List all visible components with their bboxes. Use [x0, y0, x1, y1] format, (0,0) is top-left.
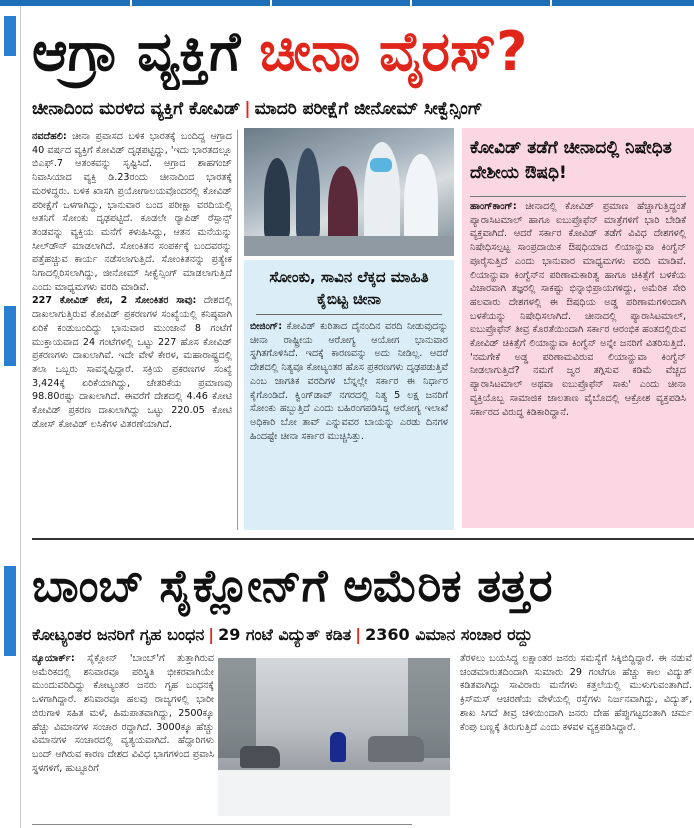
headline-agra: ಆಗ್ರಾ ವ್ಯಕ್ತಿಗೆ ಚೀನಾ ವೈರಸ್? [32, 20, 528, 83]
column-rule [237, 130, 238, 530]
article-agra-body: ನವದೆಹಲಿ: ಚೀನಾ ಪ್ರವಾಸದ ಬಳಿಕ ಭಾರತಕ್ಕೆ ಬಂದಿದ್ದ ಆಗ್ರಾದ 40 ವರ್ಷದ ವ್ಯಕ್ತಿಗೆ ಕೋವಿಡ್ ದೃಢಪಟ್ಟಿದ್ದು, 'ಇದು ಭಾರತದಲ್ಲೂ ಬಿಎಫ್.7 ಆತಂಕವನ್ನು ಸೃಷ್ಟಿಸಿದೆ. ಆಗ್ರಾದ ಶಾಹಗಂಜ್ ನಿವಾಸಿಯಾದ ವ್ಯಕ್ತಿ ಡಿ.23ರಂದು ಚೀನಾದಿಂದ ಭಾರತಕ್ಕೆ ಮರಳಿದ್ದರು. ಬಳಿಕ ಖಾಸಗಿ ಪ್ರಯೋಗಾಲಯವೊಂದರಲ್ಲಿ ಕೋವಿಡ್ ಪರೀಕ್ಷೆಗೆ ಒಳಗಾಗಿದ್ದು, ಭಾನುವಾರ ಬಂದ ಪರೀಕ್ಷಾ ವರದಿಯಲ್ಲಿ ಆತನಿಗೆ ಸೋಂಕು ದೃಢಪಟ್ಟಿದೆ. ಕೂಡಲೇ ರ‍್ಯಾಪಿಡ್ ರೆಸ್ಪಾನ್ಸ್ ತಂಡವನ್ನು ವ್ಯಕ್ತಿಯ ಮನೆಗೆ ಕಳುಹಿಸಿದ್ದು, ಆತನ ಮನೆಯನ್ನು ಸೀಲ್‌ಡೌನ್ ಮಾಡಲಾಗಿದೆ. ಸೋಂಕಿತನ ಸಂಪರ್ಕಕ್ಕೆ ಬಂದವರನ್ನು ಪತ್ತೆಹಚ್ಚುವ ಕಾರ್ಯ ನಡೆಸಲಾಗುತ್ತಿದೆ. ಸೋಂಕಿತನನ್ನು ಪ್ರತ್ಯೇಕ ನಿಗಾದಲ್ಲಿರಿಸಲಾಗಿದ್ದು, ಜೀನೋಮ್ ಸೀಕ್ವೆನ್ಸಿಂಗ್ ಮಾಡಲಾಗುತ್ತಿದೆ ಎಂದು ಮಾಧ್ಯಮಗಳು ವರದಿ ಮಾಡಿವೆ. 227 ಕೋವಿಡ್ ಕೇಸ, 2 ಸೋಂಕಿತರ ಸಾವು: ದೇಶದಲ್ಲಿ ದಾಖಲಾಗುತ್ತಿರುವ ಕೋವಿಡ್ ಪ್ರಕರಣಗಳ ಸಂಖ್ಯೆಯಲ್ಲಿ ಕನಿಷ್ಠವಾಗಿ ಏರಿಕೆ ಕಂಡುಬಂದಿದ್ದು ಭಾನುವಾರ ಮುಂಜಾನೆ 8 ಗಂಟೆಗೆ ಮುಕ್ತಾಯವಾದ 24 ಗಂಟೆಗಳಲ್ಲಿ ಒಟ್ಟು 227 ಹೊಸ ಕೋವಿಡ್ ಪ್ರಕರಣಗಳು ದಾಖಲಾಗಿವೆ. ಇದೇ ವೇಳೆ ಕೇರಳ, ಮಹಾರಾಷ್ಟ್ರದಲ್ಲಿ ತಲಾ ಒಬ್ಬರು ಸಾವನ್ನಪ್ಪಿದ್ದಾರೆ. ಸಕ್ರಿಯ ಪ್ರಕರಣಗಳ ಸಂಖ್ಯೆ 3,424ಕ್ಕೆ ಏರಿಕೆಯಾಗಿದ್ದು, ಚೇತರಿಕೆಯ ಪ್ರಮಾಣವು 98.80ರಷ್ಟು ದಾಖಲಾಗಿದೆ. ಈವರೆಗೆ ದೇಶದಲ್ಲಿ 4.46 ಕೋಟಿ ಕೋವಿಡ್ ಪ್ರಕರಣ ದಾಖಲಾಗಿದ್ದು ಒಟ್ಟು 220.05 ಕೋಟಿ ಡೋಸ್ ಕೋವಿಡ್ ಲಸಿಕೆಗಳ ವಿತರಣೆಯಾಗಿದೆ. [32, 131, 232, 430]
testing-site-photo [244, 128, 454, 256]
dateline: ನವದೆಹಲಿ: [32, 131, 67, 142]
subheadline-agra: ಚೀನಾದಿಂದ ಮರಳಿದ ವ್ಯಕ್ತಿಗೆ ಕೋವಿಡ್ | ಮಾದರಿ ಪರೀಕ್ಷೆಗೆ ಜೀನೋಮ್ ಸೀಕ್ವೆನ್ಸಿಂಗ್ [32, 99, 483, 119]
china-data-sidebar [244, 260, 454, 530]
sidebar-title: ಕೋವಿಡ್ ತಡೆಗೆ ಚೀನಾದಲ್ಲಿ ನಿಷೇಧಿತ ದೇಶೀಯ ಔಷಧಿ! [470, 138, 672, 183]
bottom-rule [32, 824, 412, 825]
car [240, 746, 280, 768]
headline-bomb-cyclone: ಬಾಂಬ್ ಸೈಕ್ಲೋನ್‌ಗೆ ಅಮೆರಿಕ ತತ್ತರ [32, 559, 553, 612]
banned-medicine-sidebar [462, 128, 694, 528]
crosshead: 227 ಕೋವಿಡ್ ಕೇಸ, 2 ಸೋಂಕಿತರ ಸಾವು: [32, 295, 197, 307]
article-cyclone-body-continued: ತೆರಳಲು ಬಯಸಿದ್ದ ಲಕ್ಷಾಂತರ ಜನರು ಸಮಸ್ಯೆಗೆ ಸಿಕ್ಕಿಬಿದ್ದಿದ್ದಾರೆ. ಈ ನಡುವೆ ಚಂಡಮಾರುತದಿಂದಾಗಿ ಸುಮಾರು 29 ಗಂಟೆಗೂ ಹೆಚ್ಚು ಕಾಲ ವಿದ್ಯುತ್ ಕಡಿತವಾಗಿದ್ದು ಸಾವಿರಾರು ಮನೆಗಳು ಕತ್ತಲೆಯಲ್ಲಿ ಮುಳುಗುವಂತಾಗಿದೆ. ಕ್ರಿಸ್‌ಮಸ್ ಆಚರಣೆಯ ವೇಳೆಯಲ್ಲಿ ರಸ್ತೆಗಳು ನಿರ್ಜನವಾಗಿದ್ದು, ವಿದ್ಯುತ್, ಶಾಖ ಸಿಗದೆ ತೀವ್ರ ಚಳಿಯಿಂದಾಗಿ ಜನರು ದೇಹ ಹೆಪ್ಪುಗಟ್ಟದಂತಾಗಿ ಚರ್ಮ ಕೆಂಪು ಬಣ್ಣಕ್ಕೆ ತಿರುಗುತ್ತಿದೆ ಎಂದು ಕಳವಳ ವ್ಯಕ್ತಪಡಿಸಿದ್ದಾರೆ. [460, 653, 692, 733]
sidebar-title: ಸೋಂಕು, ಸಾವಿನ ಲೆಕ್ಕದ ಮಾಹಿತಿ ಕೈಬಿಟ್ಟ ಚೀನಾ [269, 268, 429, 308]
car [368, 736, 424, 762]
person-in-snow [330, 732, 346, 762]
subheadline-bomb-cyclone: ಕೋಟ್ಯಂತರ ಜನರಿಗೆ ಗೃಹ ಬಂಧನ | 29 ಗಂಟೆ ವಿದ್ಯುತ್ ಕಡಿತ | 2360 ವಿಮಾನ ಸಂಚಾರ ರದ್ದು [32, 625, 533, 644]
snowstorm-photo [218, 658, 450, 816]
adjacent-page-strip [0, 6, 21, 828]
article-cyclone-body: ನ್ಯೂಯಾರ್ಕ್: ಸೈಕ್ಲೋನ್ 'ಬಾಂಬ್'ಗೆ ತುತ್ತಾಗಿರುವ ಅಮೆರಿಕದಲ್ಲಿ ಶನಿವಾರವೂ ಪರಿಸ್ಥಿತಿ ಭೀಕರವಾಗಿಯೇ ಮುಂದುವರಿದಿದ್ದು ಕೋಟ್ಯಂತರ ಜನರು ಗೃಹ ಬಂಧನಕ್ಕೆ ಒಳಗಾಗಿದ್ದಾರೆ. ಶನಿವಾರವೂ ಹಲವು ರಾಜ್ಯಗಳಲ್ಲಿ ಭಾರೀ ಬಿರುಗಾಳಿ ಸಹಿತ ಮಳೆ, ಹಿಮಪಾತವಾಗಿದ್ದು, 2500ಕ್ಕೂ ಹೆಚ್ಚು ವಿಮಾನಗಳ ಸಂಚಾರ ರದ್ದಾಗಿದೆ. 3000ಕ್ಕೂ ಹೆಚ್ಚು ವಿಮಾನಗಳ ಸಂಚಾರದಲ್ಲಿ ವ್ಯತ್ಯಯವಾಗಿದೆ. ಹೆದ್ದಾರಿಗಳು ಬಂದ್ ಆಗಿರುವ ಕಾರಣ ದೇಶದ ವಿವಿಧ ಭಾಗಗಳಿಂದ ಪ್ರವಾಸಿ ಸ್ಥಳಗಳಿಗೆ, ಹುಟ್ಟೂರಿಗೆ [32, 653, 214, 774]
section-divider [32, 538, 694, 540]
sidebar-body: ಬೀಜಿಂಗ್: ಕೋವಿಡ್ ಕುರಿತಾದ ದೈನಂದಿನ ವರದಿ ನೀಡುವುದನ್ನು ಚೀನಾ ರಾಷ್ಟ್ರೀಯ ಆರೋಗ್ಯ ಆಯೋಗ ಭಾನುವಾರ ಸ್ಥಗಿತಗೊಳಿಸಿದೆ. ಇದಕ್ಕೆ ಕಾರಣವನ್ನು ಅದು ನೀಡಿಲ್ಲ. ಆದರೆ ದೇಶದಲ್ಲಿ ನಿತ್ಯವೂ ಕೋಟ್ಯಂತರ ಹೊಸ ಪ್ರಕರಣಗಳು ದೃಢಪಡುತ್ತಿವೆ ಎಂಬ ಜಾಗತಿಕ ವರದಿಗಳ ಬೆನ್ನಲ್ಲೇ ಸರ್ಕಾರ ಈ ನಿರ್ಧಾರ ಕೈಗೊಂಡಿದೆ. ಕ್ವಿಂಗ್‌ಡಾವ್ ನಗರದಲ್ಲಿ ನಿತ್ಯ 5 ಲಕ್ಷ ಜನರಿಗೆ ಸೋಂಕು ಹಬ್ಬುತ್ತಿದೆ ಎಂದು ಬಹಿರಂಗಪಡಿಸಿದ್ದ ಆರೋಗ್ಯ ಇಲಾಖೆ ಅಧಿಕಾರಿ ಬೋ ತಾವ್ ಎನ್ನುವವರ ಬಾಯನ್ನು ಎರಡು ದಿನಗಳ ಹಿಂದಷ್ಟೇ ಚೀನಾ ಸರ್ಕಾರ ಮುಚ್ಚಿಸಿತ್ತು. [250, 321, 448, 442]
sidebar-body: ಹಾಂಗ್‌ಕಾಂಗ್: ಚೀನಾದಲ್ಲಿ ಕೋವಿಡ್ ಪ್ರಮಾಣ ಹೆಚ್ಚಾಗುತ್ತಿದ್ದಂತೆ ಪ್ಯಾರಾಸಿಟಮಾಲ್ ಹಾಗೂ ಐಬುಪ್ರೊಫೆನ್ ಮಾತ್ರೆಗಳಿಗೆ ಭಾರಿ ಬೇಡಿಕೆ ವ್ಯಕ್ತವಾಗಿದೆ. ಆದರೆ ಸರ್ಕಾರ ಕೋವಿಡ್ ತಡೆಗೆ ವಿವಿಧ ದೇಶಗಳಲ್ಲಿ ನಿಷೇಧಿಸಲ್ಪಟ್ಟ ಸಾಂಪ್ರದಾಯಿಕ ಔಷಧಿಯಾದ ಲಿಯಾನ್ಹುವಾ ಕಿಂಗ್ವೆನ್ ಪೂರೈಸುತ್ತಿದೆ ಎಂದು ಭಾನುವಾರ ಮಾಧ್ಯಮಗಳು ವರದಿ ಮಾಡಿವೆ. ಲಿಯಾನ್ಹುವಾ ಕಿಂಗ್ವೆನ್‌ನ ಪರಿಣಾಮಕಾರಿತ್ವ ಹಾಗೂ ಚಿಕಿತ್ಸೆಗೆ ಬಳಕೆಯ ವಿಚಾರವಾಗಿ ತಜ್ಞರಲ್ಲಿ ಸಾಕಷ್ಟು ಭಿನ್ನಾಭಿಪ್ರಾಯಗಳಿದ್ದು, ಅಮೆರಿಕ ಸೇರಿ ಹಲವಾರು ದೇಶಗಳಲ್ಲಿ ಈ ಔಷಧಿಯ ಅಡ್ಡ ಪರಿಣಾಮಗಳಿಂದಾಗಿ ಬಳಕೆಯನ್ನು ನಿಷೇಧಿಸಲಾಗಿದೆ. ಚೀನಾದಲ್ಲಿ ಪ್ಯಾರಾಸಿಟಮಾಲ್, ಐಬುಪ್ರೊಫೆನ್ ತೀವ್ರ ಕೊರತೆಯಿಂದಾಗಿ ಸರ್ಕಾರ ಆರಂಭಿಕ ಹಂತದಲ್ಲಿರುವ ಕೋವಿಡ್ ಚಿಕಿತ್ಸೆಗೆ ಲಿಯಾನ್ಹುವಾ ಕಿಂಗ್ವೆನ್ ಅನ್ನೇ ಜನರಿಗೆ ವಿತರಿಸುತ್ತಿದೆ. 'ನಮಗೇಕೆ ಅಡ್ಡ ಪರಿಣಾಮವಿರುವ ಲಿಯಾನ್ಹುವಾ ಕಿಂಗ್ವೆನ್ ನೀಡಲಾಗುತ್ತಿದೆ? ನಮಗೆ ಜ್ವರ ತಗ್ಗಿಸುವ ಕಡಿಮೆ ವೆಚ್ಚದ ಪ್ಯಾರಾಸಿಟಮಾಲ್ ಅಥವಾ ಐಬುಪ್ರೊಫೆನ್ ಸಾಕು' ಎಂದು ಚೀನಾ ವ್ಯಕ್ತಿಯೊಬ್ಬ ಸಾಮಾಜಿಕ ಜಾಲತಾಣ ವೈಬೊದಲ್ಲಿ ಆಕ್ರೋಶ ವ್ಯಕ್ತಪಡಿಸಿ ಸರ್ಕಾರದ ವಿರುದ್ಧ ಕಿಡಿಕಾರಿದ್ದಾನೆ. [470, 201, 686, 418]
dateline: ನ್ಯೂಯಾರ್ಕ್: [32, 653, 75, 664]
newspaper-page [22, 6, 694, 828]
